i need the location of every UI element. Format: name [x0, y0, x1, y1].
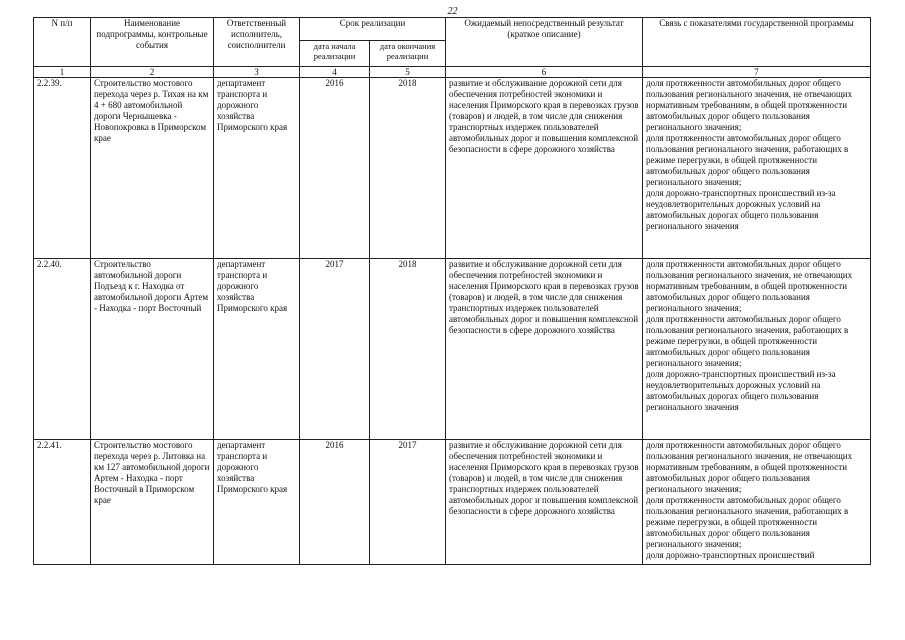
row-number: 2.2.40. [34, 259, 91, 440]
result-cell: развитие и обслуживание дорожной сети для обеспечения потребностей экономики и населения Приморского края в перевозках грузов (товаров) и людей, в том числе для снижения транспортных издержек пользователей автомобильных дорог и повышения комплексной безопасности в сфере дорожного хозяйства [446, 259, 643, 440]
responsible-cell: департамент транспорта и дорожного хозяйства Приморского края [214, 440, 300, 565]
table-row [34, 78, 871, 259]
start-year: 2016 [300, 78, 370, 259]
page-number: 22 [447, 6, 458, 17]
column-number: 7 [643, 67, 871, 78]
column-number: 2 [91, 67, 214, 78]
responsible-cell: департамент транспорта и дорожного хозяйства Приморского края [214, 259, 300, 440]
header-link: Связь с показателями государственной программы [643, 18, 871, 67]
result-cell: развитие и обслуживание дорожной сети для обеспечения потребностей экономики и населения Приморского края в перевозках грузов (товаров) и людей, в том числе для снижения транспортных издержек пользователей автомобильных дорог и повышения комплексной безопасности в сфере дорожного хозяйства [446, 78, 643, 259]
start-year: 2017 [300, 259, 370, 440]
column-number: 3 [214, 67, 300, 78]
end-year: 2018 [370, 259, 446, 440]
column-number: 6 [446, 67, 643, 78]
table-row [34, 259, 871, 440]
header-responsible: Ответственный исполнитель, соисполнители [214, 18, 300, 67]
row-number: 2.2.41. [34, 440, 91, 565]
program-table [33, 17, 871, 565]
event-name: Строительство автомобильной дороги Подъезд к г. Находка от автомобильной дороги Артем - Находка - порт Восточный [91, 259, 214, 440]
link-cell: доля протяженности автомобильных дорог общего пользования регионального значения, не отвечающих нормативным требованиям, в общей протяженности автомобильных дорог общего пользования регионального значения; доля протяженности автомобильных дорог общего пользования регионального значения, работающих в режиме перегрузки, в общей протяженности автомобильных дорог общего пользования регионального значения; доля дорожно-транспортных происшествий из-за неудовлетворительных дорожных условий на автомобильных дорогах общего пользования регионального значения [643, 78, 871, 259]
header-name: Наименование подпрограммы, контрольные события [91, 18, 214, 67]
table-row [34, 440, 871, 565]
header-result: Ожидаемый непосредственный результат (краткое описание) [446, 18, 643, 67]
link-cell: доля протяженности автомобильных дорог общего пользования регионального значения, не отвечающих нормативным требованиям, в общей протяженности автомобильных дорог общего пользования регионального значения; доля протяженности автомобильных дорог общего пользования регионального значения, работающих в режиме перегрузки, в общей протяженности автомобильных дорог общего пользования регионального значения; доля дорожно-транспортных происшествий [643, 440, 871, 565]
end-year: 2017 [370, 440, 446, 565]
link-cell: доля протяженности автомобильных дорог общего пользования регионального значения, не отвечающих нормативным требованиям, в общей протяженности автомобильных дорог общего пользования регионального значения; доля протяженности автомобильных дорог общего пользования регионального значения, работающих в режиме перегрузки, в общей протяженности автомобильных дорог общего пользования регионального значения; доля дорожно-транспортных происшествий из-за неудовлетворительных дорожных условий на автомобильных дорогах общего пользования регионального значения [643, 259, 871, 440]
header-start: дата начала реализации [300, 41, 370, 67]
column-numbers-row [34, 67, 871, 78]
result-cell: развитие и обслуживание дорожной сети для обеспечения потребностей экономики и населения Приморского края в перевозках грузов (товаров) и людей, в том числе для снижения транспортных издержек пользователей автомобильных дорог и повышения комплексной безопасности в сфере дорожного хозяйства [446, 440, 643, 565]
column-number: 4 [300, 67, 370, 78]
event-name: Строительство мостового перехода через р. Литовка на км 127 автомобильной дороги Артем - Находка - порт Восточный в Приморском крае [91, 440, 214, 565]
responsible-cell: департамент транспорта и дорожного хозяйства Приморского края [214, 78, 300, 259]
header-end: дата окончания реализации [370, 41, 446, 67]
column-number: 5 [370, 67, 446, 78]
row-number: 2.2.39. [34, 78, 91, 259]
end-year: 2018 [370, 78, 446, 259]
column-number: 1 [34, 67, 91, 78]
event-name: Строительство мостового перехода через р. Тихая на км 4 + 680 автомобильной дороги Чернышевка - Новопокровка в Приморском крае [91, 78, 214, 259]
header-period: Срок реализации [300, 18, 446, 41]
start-year: 2016 [300, 440, 370, 565]
header-num: N п/п [34, 18, 91, 67]
